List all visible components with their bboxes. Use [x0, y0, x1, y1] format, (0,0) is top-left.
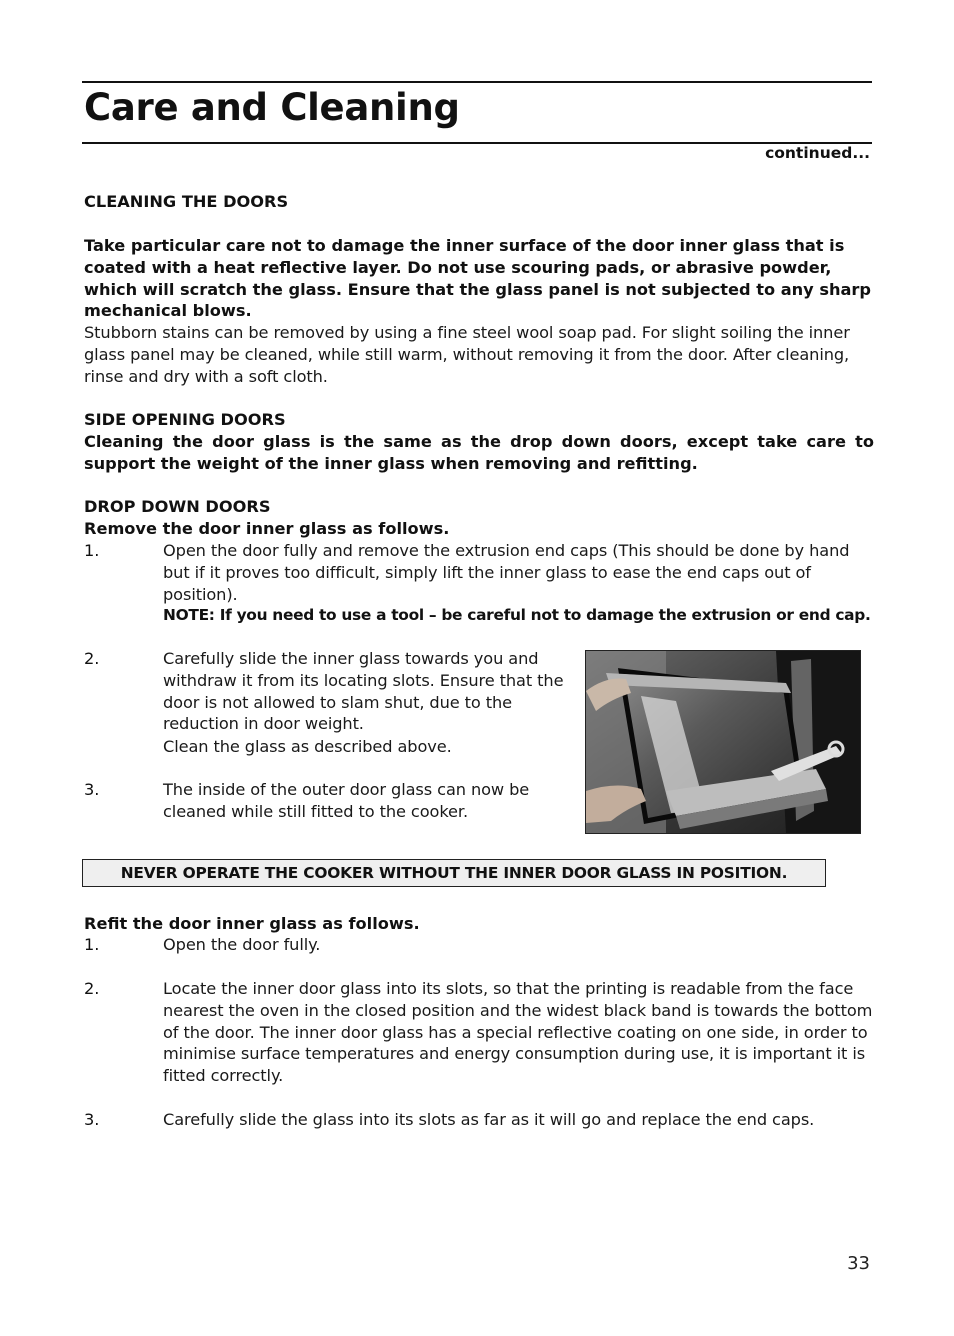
- top-rule: [82, 81, 872, 83]
- cleaning-doors-heading: CLEANING THE DOORS: [84, 192, 289, 211]
- refit-step-2-number: 2.: [84, 979, 100, 998]
- cleaning-doors-warning: Take particular care not to damage the inner surface of the door inner glass that is coated with a heat reflective layer. Do not use scouring pads, or abrasive powder, which will scratch the glass. Ensure that the glass panel is not subjected to any sharp mechanical blows.: [84, 236, 872, 321]
- refit-subheading: Refit the door inner glass as follows.: [84, 914, 420, 933]
- page-number: 33: [847, 1253, 870, 1274]
- drop-step-1-number: 1.: [84, 541, 100, 560]
- drop-step-2-extra: Clean the glass as described above.: [163, 737, 452, 756]
- drop-step-1-text: Open the door fully and remove the extrusion end caps (This should be done by hand but if it proves too difficult, simply lift the inner glass to ease the end caps out of position).: [163, 541, 850, 604]
- refit-step-1-number: 1.: [84, 935, 100, 954]
- drop-step-1-note: NOTE: If you need to use a tool – be careful not to damage the extrusion or end cap.: [163, 606, 871, 624]
- drop-down-subheading: Remove the door inner glass as follows.: [84, 519, 450, 538]
- page-title: Care and Cleaning: [84, 86, 460, 129]
- side-opening-body: Cleaning the door glass is the same as the drop down doors, except take care to support the weight of the inner glass when removing and refitting.: [84, 432, 874, 473]
- drop-step-3-text: The inside of the outer door glass can now be cleaned while still fitted to the cooker.: [163, 780, 530, 821]
- refit-step-2-text: Locate the inner door glass into its slots, so that the printing is readable from the face nearest the oven in the closed position and the widest black band is towards the bottom of the door. The inner door glass has a special reflective coating on one side, in order to minimise surface temperatures and energy consumption during use, it is important it is fitted correctly.: [163, 979, 873, 1086]
- continued-label: continued...: [765, 144, 870, 162]
- drop-step-2-text: Carefully slide the inner glass towards you and withdraw it from its locating slots. Ensure that the door is not allowed to slam shut, due to the reduction in door weight.: [163, 649, 564, 734]
- refit-step-3-number: 3.: [84, 1110, 100, 1129]
- drop-step-2-number: 2.: [84, 649, 100, 668]
- cleaning-doors-body: Stubborn stains can be removed by using a fine steel wool soap pad. For slight soiling the inner glass panel may be cleaned, while still warm, without removing it from the door. After cleaning, rinse and dry with a soft cloth.: [84, 323, 850, 386]
- drop-down-heading: DROP DOWN DOORS: [84, 497, 271, 516]
- refit-step-3-text: Carefully slide the glass into its slots as far as it will go and replace the end caps.: [163, 1110, 815, 1129]
- drop-step-3-number: 3.: [84, 780, 100, 799]
- door-glass-removal-photo: [585, 650, 861, 834]
- side-opening-heading: SIDE OPENING DOORS: [84, 410, 286, 429]
- refit-step-1-text: Open the door fully.: [163, 935, 321, 954]
- title-underline: [82, 142, 872, 144]
- caution-box: NEVER OPERATE THE COOKER WITHOUT THE INNER DOOR GLASS IN POSITION.: [82, 859, 826, 887]
